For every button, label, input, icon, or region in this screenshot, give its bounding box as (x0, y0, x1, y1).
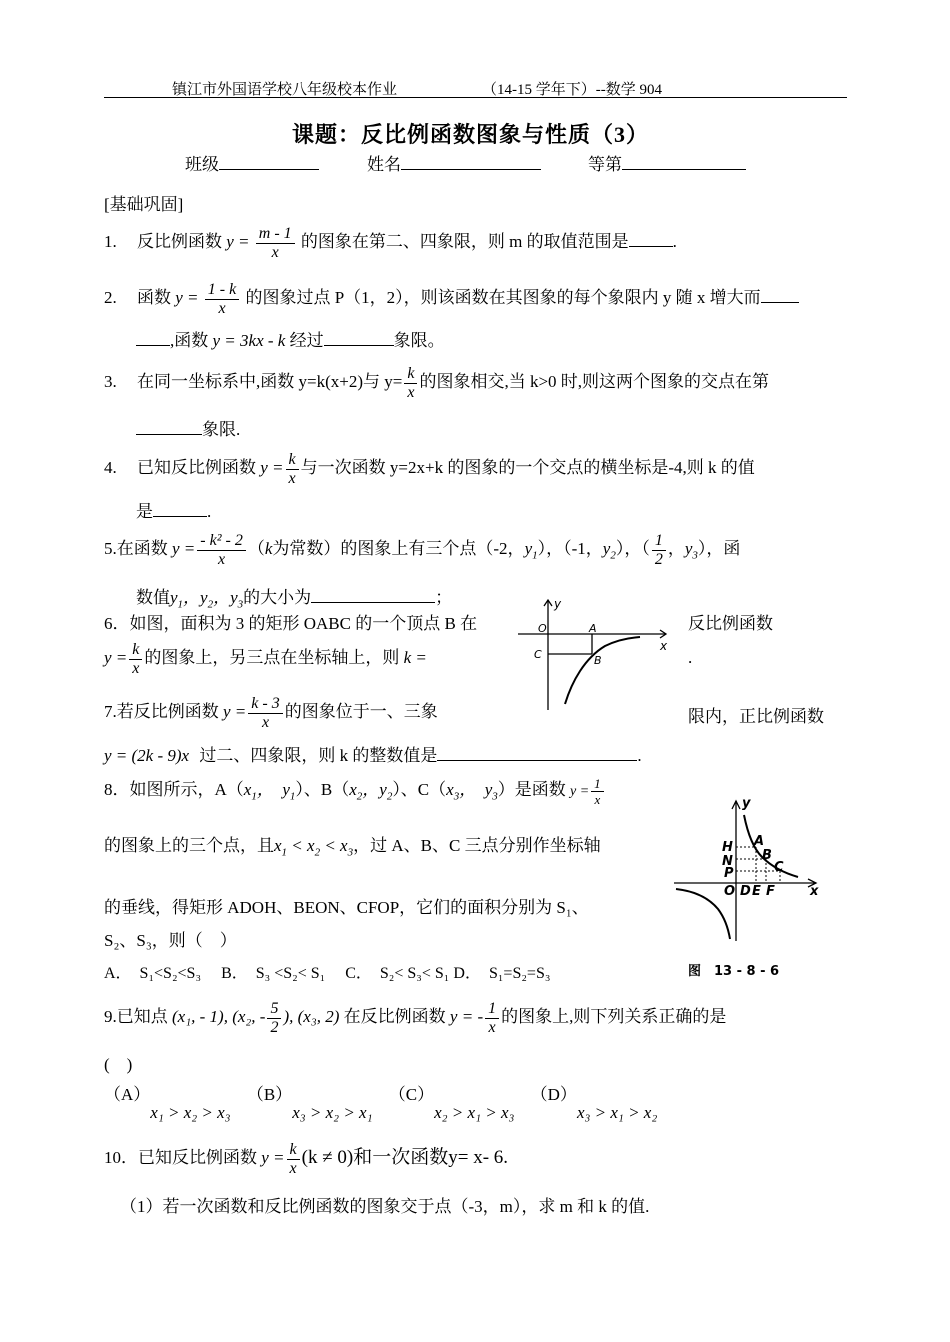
q2-fraction (205, 281, 239, 318)
option-d[interactable] (530, 1085, 658, 1122)
q4-text-d: . (207, 502, 212, 521)
figure-6 (510, 596, 680, 714)
y3: $y_3$ (684, 539, 698, 562)
class-label: 班级 (185, 155, 219, 174)
question-5-cont (136, 583, 452, 610)
q2-text-a: 函数 (137, 288, 171, 307)
q4-text-c: 是 (136, 502, 153, 521)
x3: $x_3$， $y_3$ (446, 780, 498, 803)
q2-text-e: 象限。 (393, 331, 445, 350)
q8-text-f: ，过 A、B、C 三点分别作坐标轴 (353, 836, 601, 855)
q4-blank[interactable] (153, 516, 207, 517)
figure-caption: 图 13 - 8 - 6 (688, 964, 780, 979)
q3-blank[interactable] (136, 434, 202, 435)
q10-fraction (287, 1141, 300, 1178)
denominator: x (289, 1159, 297, 1177)
question-10 (104, 1136, 508, 1180)
option-expr: x₃ > x₁ > x₂ (576, 1103, 658, 1122)
q6-text-d: . (688, 648, 693, 667)
numerator: m - 1 (256, 225, 295, 244)
question-2 (104, 276, 799, 320)
option-label: （C） (388, 1085, 435, 1104)
y2: $y_2$ (602, 539, 616, 562)
label-H: H (722, 840, 733, 855)
q-num: 6． (104, 614, 130, 633)
q5-text-a: 在函数 (116, 539, 168, 558)
q3-text-c: 象限. (202, 420, 241, 439)
numerator: 1 - k (205, 281, 239, 300)
q9-paren: ( ) (104, 1055, 133, 1074)
y-eq: y = (570, 784, 590, 799)
class-blank[interactable] (219, 169, 319, 170)
question-3 (104, 358, 769, 406)
q7-fraction (248, 695, 282, 732)
name-field (367, 150, 541, 175)
q5-text-i: 的大小为 (243, 588, 312, 607)
grade-label: 等第 (588, 155, 622, 174)
numerator: - k² - 2 (197, 532, 246, 551)
q-num: 2. (104, 288, 117, 307)
label-C: C (534, 648, 542, 661)
q-num: 9. (104, 1007, 117, 1026)
q-num: 10． (104, 1148, 138, 1167)
denominator: 2 (654, 550, 663, 568)
option-b[interactable] (246, 1085, 373, 1122)
label-N: N (722, 854, 733, 869)
q8-text-b: ）、B（ (295, 780, 350, 799)
q2-blank-2[interactable] (324, 345, 394, 346)
q9-points-2: ), (x₃, 2) (283, 1007, 340, 1026)
denominator: x (594, 791, 601, 807)
denominator: x (271, 243, 279, 261)
label-O: O (724, 884, 736, 899)
q7-text-a: 若反比例函数 (116, 702, 219, 721)
label-B: B (762, 848, 772, 863)
option-expr: x₂ > x₁ > x₃ (434, 1103, 515, 1122)
q3-text-b: 的图象相交,当 k>0 时,则这两个图象的交点在第 (419, 372, 770, 391)
numerator: 1 (591, 776, 604, 792)
label-P: P (724, 866, 734, 881)
hyperbola-curve (565, 637, 640, 704)
q10-text-b: (k ≠ 0)和一次函数y= x- 6. (301, 1147, 509, 1168)
q7-blank[interactable] (437, 760, 637, 761)
q6-text-a: 如图，面积为 3 的矩形 OABC 的一个顶点 B 在 (129, 614, 478, 633)
numerator: k (287, 1141, 300, 1160)
option-d[interactable]: D． S₁=S₂=S₃ (453, 965, 551, 982)
q-num: 4. (104, 458, 117, 477)
q8-text-g: 的垂线，得矩形 ADOH、BEON、CFOP，它们的面积分别为 S₁、 (104, 898, 589, 917)
numerator: 1 (652, 532, 666, 551)
q10-yeq: y = (261, 1148, 285, 1167)
q9-points: (x₁, - 1), (x₂, - (172, 1007, 266, 1026)
page-title: 课题：反比例函数图象与性质（3） (292, 122, 650, 147)
x-order: $x_1 < x_2 < x_3$ (274, 836, 354, 859)
q1-fraction (256, 225, 295, 262)
label-D: D (740, 884, 751, 899)
q6-fraction (129, 641, 142, 678)
q5-text-c: 为常数）的图象上有三个点（-2， (272, 539, 525, 558)
q9-text-b: 在反比例函数 (343, 1007, 446, 1026)
q7-text-d: 过二、四象限，则 k 的整数值是 (199, 746, 438, 765)
q8-text-e: 的图象上的三个点，且 (104, 836, 274, 855)
question-9 (104, 992, 726, 1042)
q8-text-d: ）是函数 (497, 780, 566, 799)
question-4 (104, 444, 755, 492)
label-B: B (594, 654, 602, 667)
label-y: y (742, 796, 751, 811)
question-8 (104, 770, 606, 816)
q1-text-b: 的图象在第二、四象限，则 m 的取值范围是 (300, 232, 629, 251)
option-expr: x₁ > x₂ > x₃ (150, 1103, 231, 1122)
q2-text-b: 的图象过点 P（1，2），则该函数在其图象的每个象限内 y 随 x 增大而 (245, 288, 761, 307)
q2-text-d: 经过 (289, 331, 324, 350)
q6-k: k = (403, 648, 427, 667)
question-2-cont (136, 326, 445, 351)
denominator: 2 (270, 1018, 279, 1036)
denominator: x (218, 550, 226, 568)
question-1 (104, 220, 677, 264)
option-a[interactable] (104, 1085, 231, 1122)
numerator: 5 (267, 1000, 281, 1019)
q-num: 7. (104, 702, 117, 721)
q2-expr: y = 3kx - k (212, 331, 286, 350)
numerator: k - 3 (248, 695, 282, 714)
q8-text-a: 如图所示，A（ (129, 780, 244, 799)
question-6-cont (104, 636, 427, 680)
q9-options (104, 1080, 658, 1122)
q7-text-e: . (637, 746, 642, 765)
q5-text-f: ， (667, 539, 685, 558)
q9-text-c: 的图象上,则下列关系正确的是 (501, 1007, 727, 1026)
label-E: E (752, 884, 761, 899)
q8-options (104, 960, 550, 983)
q5-text-b: （ (247, 539, 265, 558)
q-num: 3. (104, 372, 117, 391)
q2-blank-1a[interactable] (761, 302, 799, 303)
q5-text-h: 数值 (136, 588, 170, 607)
label-C: C (774, 860, 784, 875)
q5-blank[interactable] (311, 602, 435, 603)
y-eq: y = (175, 288, 199, 307)
q5-text-j: ； (435, 588, 453, 607)
q2-blank-1b[interactable] (136, 345, 170, 346)
q7-expr: y = (2k - 9)x (104, 746, 190, 765)
option-c[interactable] (388, 1085, 515, 1122)
q1-blank[interactable] (629, 246, 673, 247)
option-expr: x₃ > x₂ > x₁ (292, 1103, 373, 1122)
grade-blank[interactable] (622, 169, 746, 170)
q9-five-halves (267, 1000, 281, 1037)
name-label: 姓名 (367, 155, 401, 174)
label-x: x (810, 884, 819, 899)
question-4-cont (136, 497, 211, 522)
denominator: x (218, 299, 226, 317)
y-eq: y = (104, 648, 128, 667)
numerator: 1 (485, 1000, 499, 1019)
question-6 (104, 609, 477, 634)
q8-text-c: ）、C（ (392, 780, 447, 799)
q6-text-b: 反比例函数 (688, 614, 773, 633)
curve-q3 (676, 889, 730, 939)
class-field (185, 150, 319, 175)
q5-text-d: ），（-1， (537, 539, 603, 558)
q5-text-g: ），函 (697, 539, 741, 558)
option-label: （B） (246, 1085, 293, 1104)
name-blank[interactable] (401, 169, 541, 170)
grade-field (588, 150, 746, 175)
option-label: （A） (104, 1085, 151, 1104)
q-num: 1. (104, 232, 117, 251)
q9-fraction (485, 1000, 499, 1037)
q5-half (652, 532, 666, 569)
label-y: y (554, 597, 562, 611)
q1-text-c: . (672, 232, 677, 251)
header-rule (104, 97, 847, 98)
q10-sub1: （1）若一次函数和反比例函数的图象交于点（-3，m），求 m 和 k 的值. (120, 1197, 650, 1216)
q9-yeq: y = - (449, 1007, 484, 1026)
q4-text-a: 已知反比例函数 (137, 458, 256, 477)
q-num: 5. (104, 539, 117, 558)
q3-fraction (404, 365, 417, 402)
label-x: x (660, 639, 668, 653)
q10-text-a: 已知反比例函数 (138, 1148, 257, 1167)
q-num: 8． (104, 780, 130, 799)
y-values: $y_1$，$y_2$，$y_3$ (170, 588, 244, 611)
y1: $y_1$ (524, 539, 538, 562)
curve-q1 (744, 815, 798, 877)
y-eq: y = (172, 539, 196, 558)
denominator: x (288, 469, 296, 487)
q5-k: k (264, 539, 273, 558)
option-label: （D） (530, 1085, 577, 1104)
label-F: F (766, 884, 775, 899)
question-7-cont (104, 741, 642, 766)
q9-text-a: 已知点 (116, 1007, 168, 1026)
question-5 (104, 524, 740, 580)
label-A: A (754, 834, 765, 849)
option-c[interactable]: C． S₂< S₃< S₁ (345, 965, 450, 982)
term-header: （14-15 学年下）--数学 904 (482, 82, 662, 98)
q4-fraction (286, 451, 299, 488)
figure-8 (668, 795, 828, 985)
q5-text-e: ），（ (615, 539, 650, 558)
q2-text-c: ,函数 (170, 331, 209, 350)
question-8-line2 (104, 832, 601, 866)
denominator: x (132, 659, 140, 677)
question-7 (104, 690, 438, 734)
q8-fraction (591, 776, 604, 807)
section-heading: [基础巩固] (104, 195, 184, 214)
q4-text-b: 与一次函数 y=2x+k 的图象的一个交点的横坐标是-4,则 k 的值 (300, 458, 755, 477)
q5-fraction (197, 532, 246, 569)
y-eq: y = (226, 232, 250, 251)
label-O: O (538, 622, 547, 635)
label-A: A (589, 622, 597, 635)
q6-text-c: 的图象上，另三点在坐标轴上，则 (144, 648, 400, 667)
numerator: k (129, 641, 142, 660)
denominator: x (261, 713, 270, 731)
numerator: k (404, 365, 417, 384)
x2: $x_2$，$y_2$ (349, 780, 393, 803)
denominator: x (407, 383, 415, 401)
y-eq: y = (260, 458, 284, 477)
option-b[interactable]: B． S₃ <S₂< S₁ (221, 965, 326, 982)
q7-text-c: 限内，正比例函数 (688, 707, 824, 726)
q1-text-a: 反比例函数 (137, 232, 222, 251)
x1: $x_1$， $y_1$ (243, 780, 296, 803)
q3-text-a: 在同一坐标系中,函数 y=k(x+2)与 y= (137, 372, 403, 391)
q8-text-h: S₂、S₃，则（ ） (104, 931, 237, 950)
numerator: k (286, 451, 299, 470)
school-header: 镇江市外国语学校八年级校本作业 (172, 82, 398, 98)
denominator: x (488, 1018, 496, 1036)
q7-text-b: 的图象位于一、三象 (284, 702, 438, 721)
question-3-cont (136, 415, 240, 440)
y-eq: y = (223, 702, 247, 721)
option-a[interactable]: A． S₁<S₂<S₃ (104, 965, 202, 982)
